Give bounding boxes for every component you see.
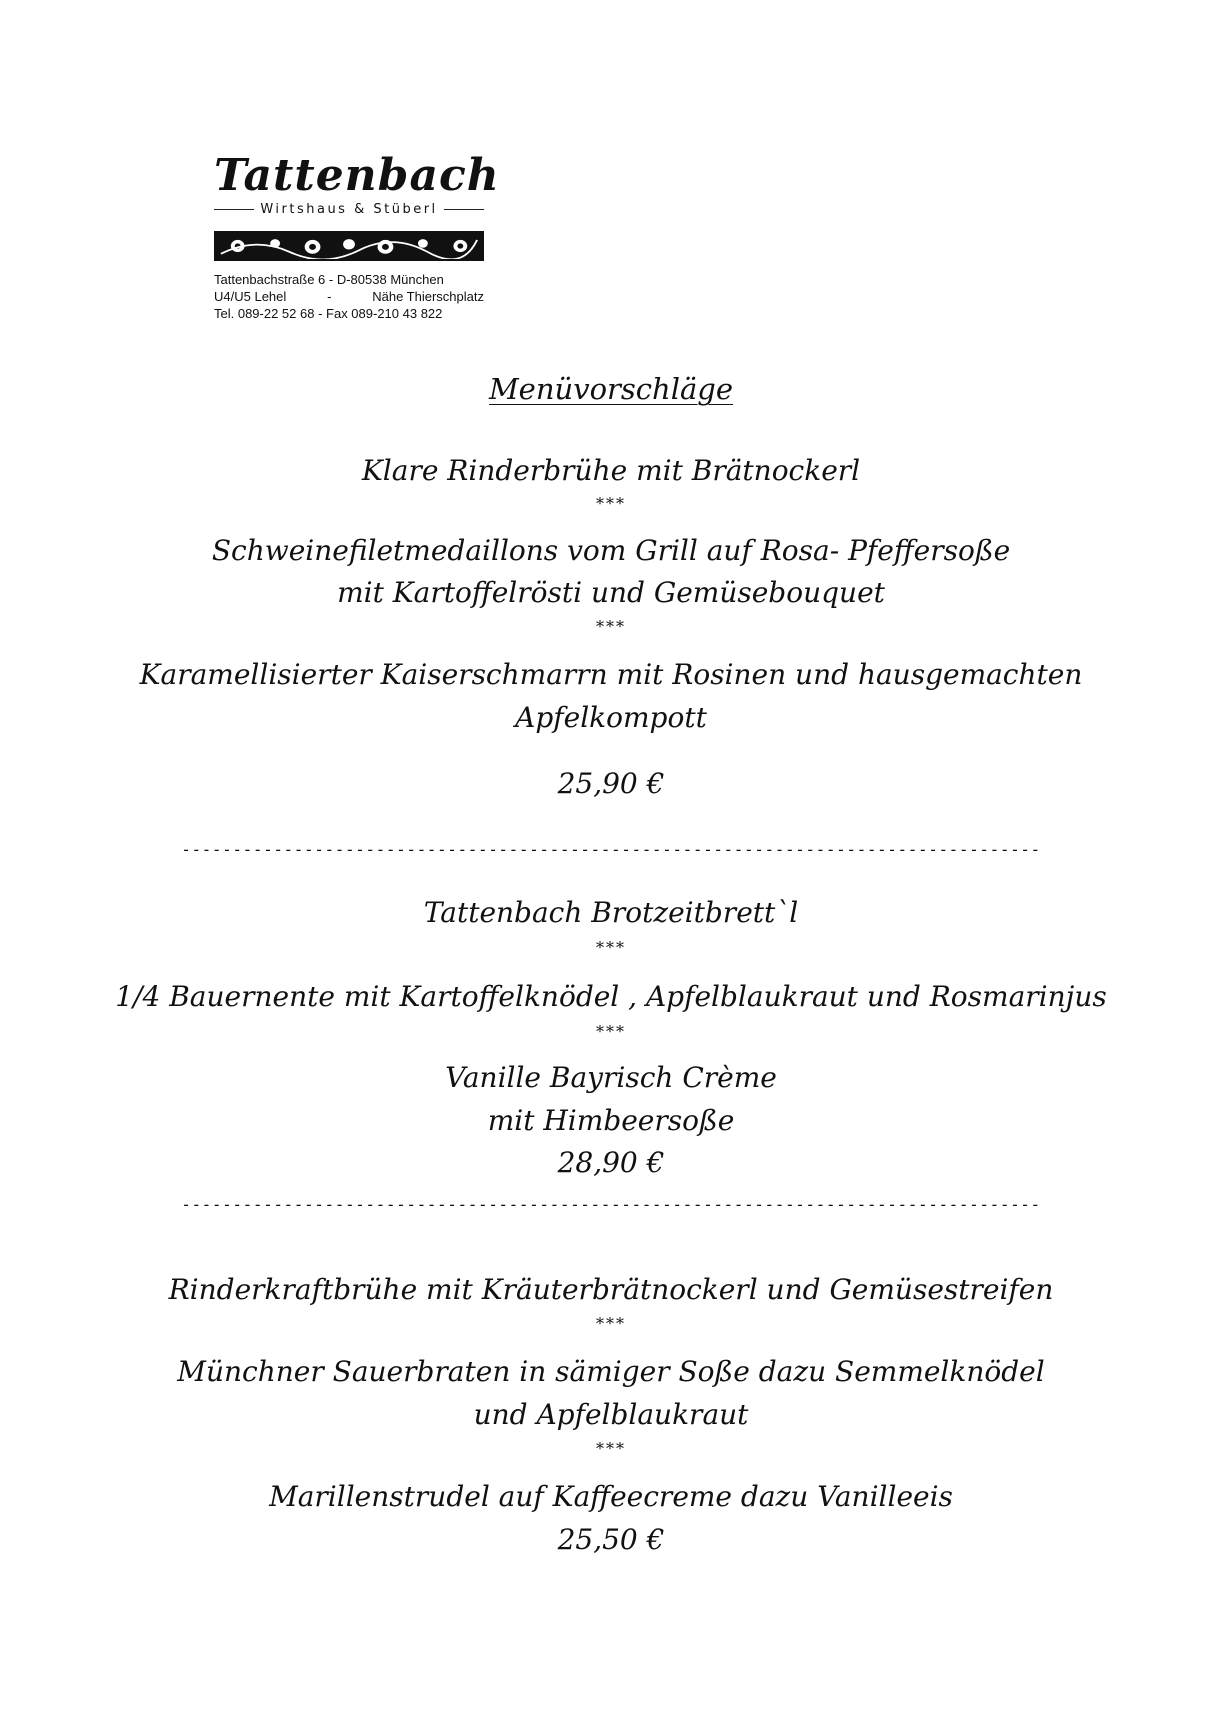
menu2-main: 1/4 Bauernente mit Kartoffelknödel , Apfelblaukraut und Rosmarinjus (115, 980, 1107, 1013)
address-line-street: Tattenbachstraße 6 - D-80538 München (214, 272, 444, 287)
menu1-separator-1: *** (596, 494, 626, 513)
menu3-separator-1: *** (596, 1314, 626, 1333)
letterhead (214, 150, 500, 322)
menu1-price: 25,90 € (557, 767, 665, 800)
menu3-dessert: Marillenstrudel auf Kaffeecreme dazu Vanilleeis (269, 1480, 953, 1513)
address-line-transit (214, 288, 484, 305)
ornament-pattern-icon (216, 233, 482, 259)
subtitle-rule-right (444, 209, 484, 210)
menu2-starter: Tattenbach Brotzeitbrett`l (423, 896, 799, 929)
menu1-separator-2: *** (596, 617, 626, 636)
transit-landmark: Nähe Thierschplatz (372, 289, 484, 304)
address-block (214, 271, 484, 322)
menu1-main-line1: Schweinefiletmedaillons vom Grill auf Rosa- Pfeffersoße (211, 534, 1011, 567)
transit-separator: - (327, 289, 332, 304)
menu2-separator-1: *** (596, 938, 626, 957)
address-line-phone-fax: Tel. 089-22 52 68 - Fax 089-210 43 822 (214, 306, 443, 321)
menu1-main-line2: mit Kartoffelrösti und Gemüsebouquet (337, 576, 885, 609)
menu2-price: 28,90 € (557, 1146, 665, 1179)
ornament-band-image (214, 231, 484, 261)
restaurant-subtitle (214, 202, 484, 217)
menu2-dessert-line1: Vanille Bayrisch Crème (445, 1061, 777, 1094)
menu3-separator-2: *** (596, 1439, 626, 1458)
menu1-dessert-line1: Karamellisierter Kaiserschmarrn mit Rosinen und hausgemachten (139, 658, 1083, 691)
menu1-starter: Klare Rinderbrühe mit Brätnockerl (361, 454, 861, 487)
menu2-separator-2: *** (596, 1022, 626, 1041)
menu3-starter: Rinderkraftbrühe mit Kräuterbrätnockerl und Gemüsestreifen (168, 1273, 1054, 1306)
transit-station: U4/U5 Lehel (214, 289, 287, 304)
restaurant-logo-name: Tattenbach (214, 150, 500, 201)
menu2-dessert-line2: mit Himbeersoße (487, 1104, 735, 1137)
subtitle-rule-left (214, 209, 254, 210)
menu1-dessert-line2: Apfelkompott (515, 701, 707, 734)
menu3-main-line2: und Apfelblaukraut (473, 1398, 749, 1431)
section-divider-2: ------------------------------------------------------------------------------------ (181, 1195, 1041, 1214)
subtitle-text: Wirtshaus & Stüberl (260, 202, 438, 217)
section-divider-1: ------------------------------------------------------------------------------------ (181, 840, 1041, 859)
menu3-main-line1: Münchner Sauerbraten in sämiger Soße dazu Semmelknödel (177, 1355, 1045, 1388)
menu3-price: 25,50 € (557, 1523, 665, 1556)
page-title: Menüvorschläge (488, 372, 733, 406)
